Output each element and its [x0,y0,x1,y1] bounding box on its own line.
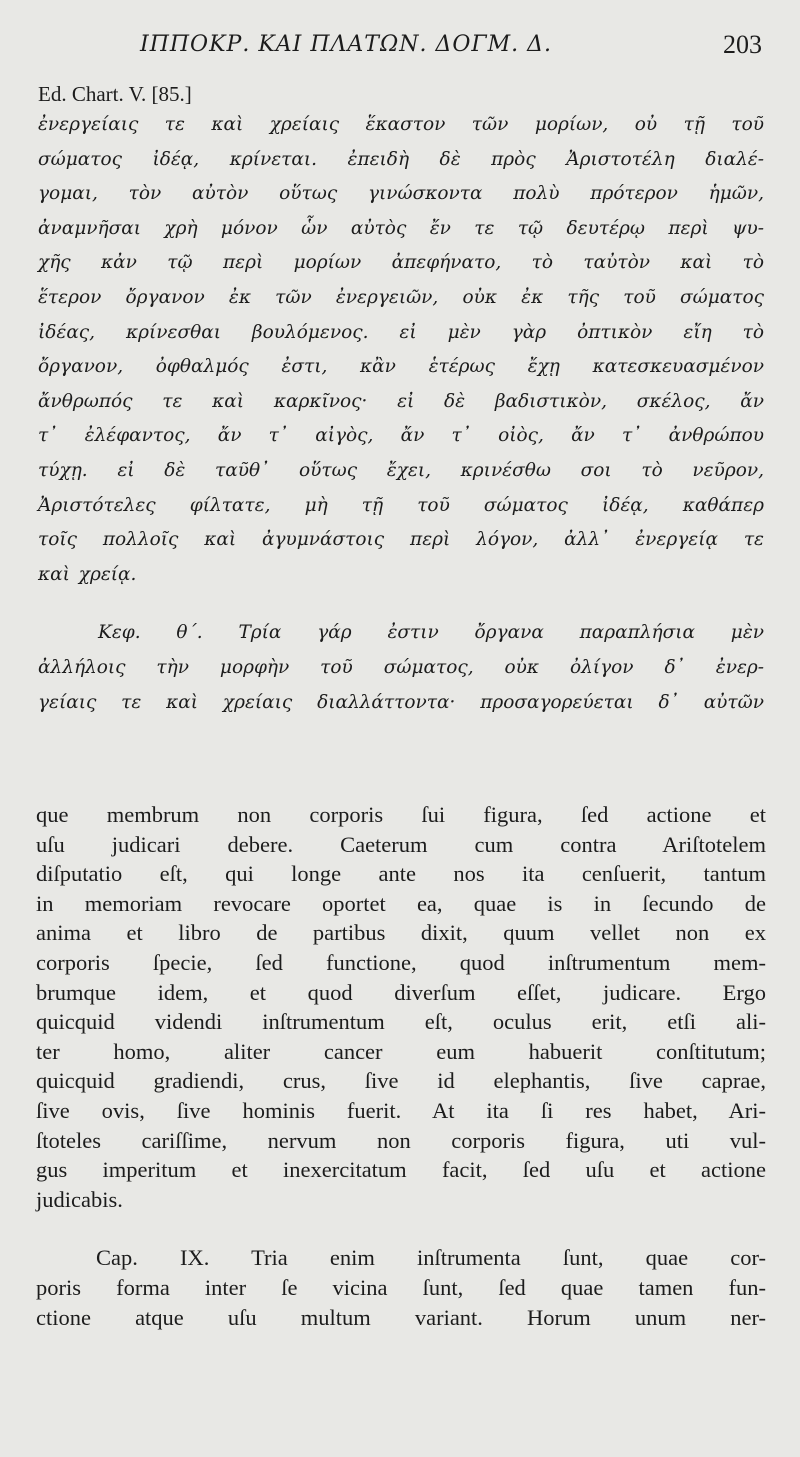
greek-line: τύχῃ. εἰ δὲ ταῦθ᾿ οὕτως ἔχει, κρινέσθω σοι τὸ νεῦρον, [38,459,764,481]
greek-line: ὄργανον, ὀφθαλμός ἐστι, κἂν ἑτέρως ἔχῃ κατεσκευασμένον [38,356,764,378]
greek-chapter-heading-line: Κεφ. θ΄. Τρία γάρ ἐστιν ὄργανα παραπλήσια μὲν [98,622,764,644]
latin-line: gus imperitum et inexercitatum facit, ſed uſu et actione [36,1157,766,1183]
greek-line: τ᾿ ἐλέφαντος, ἄν τ᾿ αἰγὸς, ἄν τ᾿ οἰὸς, ἄν τ᾿ ἀνθρώπου [38,425,764,447]
latin-line: judicabis. [36,1186,123,1212]
greek-line: χῆς κἀν τῷ περὶ μορίων ἀπεφήνατο, τὸ ταὐτὸν καὶ τὸ [38,252,764,274]
paragraph-gap [36,1214,766,1243]
greek-line: γομαι, τὸν αὐτὸν οὕτως γινώσκοντα πολὺ πρότερον ἡμῶν, [38,183,764,205]
latin-line: ſtoteles cariſſime, nervum non corporis figura, uti vul- [36,1127,766,1153]
latin-line: uſu judicari debere. Caeterum cum contra Ariſtotelem [36,831,766,857]
paragraph-gap [38,592,764,616]
greek-line: ἐνεργείαις τε καὶ χρείαις ἕκαστον τῶν μορίων, οὐ τῇ τοῦ [38,114,764,135]
latin-line: diſputatio eſt, qui longe ante nos ita cenſuerit, tantum [36,861,766,887]
latin-line: ter homo, aliter cancer eum habuerit conſtitutum; [36,1038,766,1064]
latin-line: brumque idem, et quod diverſum eſſet, judicare. Ergo [36,979,766,1005]
latin-line: ſive ovis, ſive hominis fuerit. At ita ſi res habet, Ari- [36,1097,766,1123]
running-title: ΙΠΠΟΚΡ. ΚΑΙ ΠΛΑΤΩΝ. ΔΟΓΜ. Δ. [140,32,553,57]
latin-line: poris forma inter ſe vicina ſunt, ſed quae tamen fun- [36,1274,766,1300]
greek-line: ἀναμνῆσαι χρὴ μόνον ὧν αὐτὸς ἔν τε τῷ δευτέρῳ περὶ ψυ- [38,217,764,239]
greek-line: τοῖς πολλοῖς καὶ ἀγυμνάστοις περὶ λόγον, ἀλλ᾿ ἐνεργείᾳ τε [38,529,764,551]
latin-line: corporis ſpecie, ſed functione, quod inſtrumentum mem- [36,949,766,975]
greek-line: σώματος ἰδέᾳ, κρίνεται. ἐπειδὴ δὲ πρὸς Ἀριστοτέλη διαλέ- [38,148,764,170]
greek-line: ἄνθρωπός τε καὶ καρκῖνος· εἰ δὲ βαδιστικὸν, σκέλος, ἄν [38,390,764,412]
latin-line: in memoriam revocare oportet ea, quae is in ſecundo de [36,890,766,916]
latin-text [36,800,766,1332]
latin-line: que membrum non corporis ſui figura, ſed actione et [36,802,766,827]
latin-line: ctione atque uſu multum variant. Horum unum ner- [36,1304,766,1330]
edition-reference: Ed. Chart. V. [85.] [38,82,192,106]
greek-line: ἕτερον ὄργανον ἐκ τῶν ἐνεργειῶν, οὐκ ἐκ τῆς τοῦ σώματος [38,286,764,308]
greek-line: ἰδέας, κρίνεσθαι βουλόμενος. εἰ μὲν γὰρ ὀπτικὸν εἴη τὸ [38,321,764,343]
greek-text [38,108,764,720]
greek-line: γείαις τε καὶ χρείαις διαλλάττοντα· προσαγορεύεται δ᾿ αὐτῶν [38,691,764,713]
latin-chapter-heading-line: Cap. IX. Tria enim inſtrumenta ſunt, quae cor- [96,1245,766,1271]
latin-line: anima et libro de partibus dixit, quum vellet non ex [36,920,766,946]
latin-line: quicquid gradiendi, crus, ſive id elephantis, ſive caprae, [36,1068,766,1094]
greek-line: ἀλλήλοις τὴν μορφὴν τοῦ σώματος, οὐκ ὀλίγον δ᾿ ἐνερ- [38,656,764,678]
greek-line: Ἀριστότελες φίλτατε, μὴ τῇ τοῦ σώματος ἰδέᾳ, καθάπερ [38,494,764,516]
page-number: 203 [723,30,762,59]
latin-line: quicquid videndi inſtrumentum eſt, oculus erit, etſi ali- [36,1009,766,1035]
running-head [0,26,800,66]
greek-line: καὶ χρείᾳ. [38,563,137,585]
